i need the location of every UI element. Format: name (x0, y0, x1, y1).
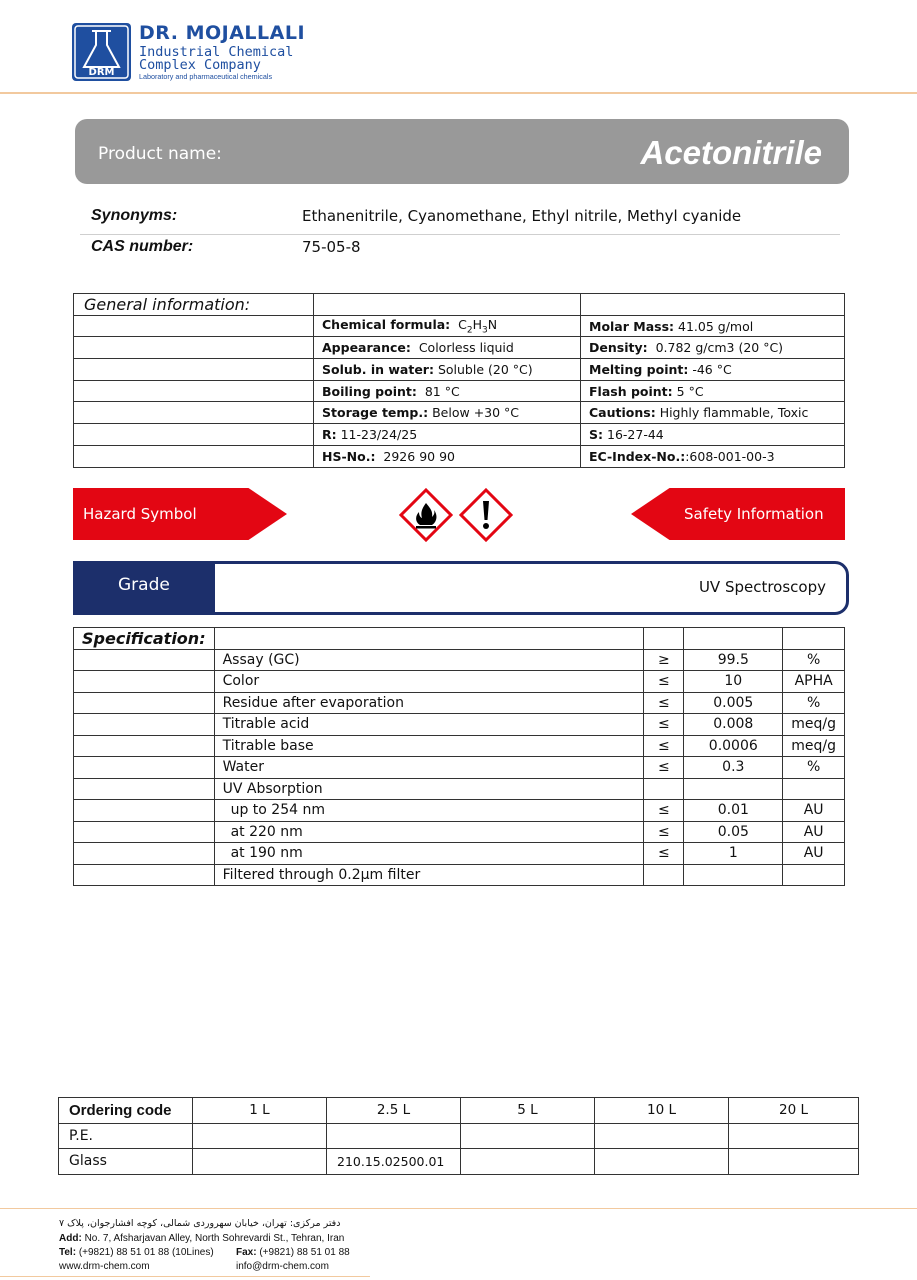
general-heading: General information: (74, 294, 314, 316)
synonyms-value: Ethanenitrile, Cyanomethane, Ethyl nitrile, Methyl cyanide (302, 207, 742, 225)
table-row (74, 628, 845, 650)
size-header: 20 L (729, 1098, 859, 1124)
spec-unit: AU (783, 800, 845, 822)
header-divider (0, 92, 917, 94)
table-row (74, 337, 845, 359)
hs-no-label: HS-No.: (322, 448, 376, 464)
table-row (74, 692, 845, 714)
grade-value: UV Spectroscopy (698, 578, 826, 596)
general-info-table (73, 293, 845, 468)
footer-bottom-divider (0, 1276, 370, 1277)
s-phrases-value: 16-27-44 (607, 426, 664, 442)
table-row (59, 1123, 859, 1149)
material-name: P.E. (59, 1123, 193, 1149)
formula-label: Chemical formula: (322, 316, 451, 332)
spec-unit: APHA (783, 671, 845, 693)
size-header: 5 L (461, 1098, 595, 1124)
table-row (74, 778, 845, 800)
molar-mass-value: 41.05 g/mol (678, 318, 754, 334)
spec-operator (644, 778, 684, 800)
cautions-value: Highly flammable, Toxic (659, 405, 809, 421)
specification-heading: Specification: (74, 628, 215, 650)
spec-value: 0.008 (684, 714, 783, 736)
footer-divider (0, 1208, 917, 1209)
order-code (461, 1149, 595, 1175)
product-label: Product name: (98, 144, 222, 164)
footer-phone: Tel: (+9821) 88 51 01 88 (10Lines) (59, 1247, 214, 1258)
spec-name: at 190 nm (214, 843, 644, 865)
storage-value: Below +30 °C (432, 405, 520, 421)
ec-index-label: EC-Index-No.: (589, 448, 686, 464)
storage-label: Storage temp.: (322, 405, 429, 421)
size-header: 2.5 L (327, 1098, 461, 1124)
company-logo (72, 23, 131, 81)
table-row (74, 649, 845, 671)
spec-operator: ≤ (644, 714, 684, 736)
spec-unit: % (783, 649, 845, 671)
order-code (729, 1123, 859, 1149)
table-row (74, 671, 845, 693)
footer-address: Add: No. 7, Afsharjavan Alley, North Sohrevardi St., Tehran, Iran (59, 1233, 345, 1244)
spec-unit (783, 864, 845, 886)
flash-point-label: Flash point: (589, 383, 673, 399)
spec-unit: AU (783, 821, 845, 843)
spec-value: 0.3 (684, 757, 783, 779)
size-header: 1 L (193, 1098, 327, 1124)
spec-name: at 220 nm (214, 821, 644, 843)
specification-table (73, 627, 845, 886)
spec-name: Titrable acid (214, 714, 644, 736)
table-row (74, 821, 845, 843)
brand-tagline: Laboratory and pharmaceutical chemicals (139, 72, 273, 81)
spec-value: 0.05 (684, 821, 783, 843)
spec-name: Titrable base (214, 735, 644, 757)
table-row (74, 757, 845, 779)
formula-value: $C_2H_3N$ (458, 316, 498, 336)
spec-operator: ≥ (644, 649, 684, 671)
spec-unit: meq/g (783, 714, 845, 736)
spec-value (684, 778, 783, 800)
order-code: 210.15.02500.01 (327, 1149, 461, 1175)
spec-unit: % (783, 757, 845, 779)
appearance-value: Colorless liquid (418, 340, 514, 356)
table-row (74, 359, 845, 381)
order-code (193, 1149, 327, 1175)
footer-address-persian: دفتر مرکزی: تهران، خیابان سهروردی شمالی، کوچه افشارجوان، پلاک ۷ (59, 1218, 341, 1229)
table-row (74, 445, 845, 467)
spec-name: Filtered through 0.2µm filter (214, 864, 644, 886)
footer-email[interactable]: info@drm-chem.com (236, 1261, 329, 1272)
spec-name: Assay (GC) (214, 649, 644, 671)
table-row (74, 424, 845, 446)
brand-name: DR. MOJALLALI (139, 22, 306, 44)
spec-name: Residue after evaporation (214, 692, 644, 714)
spec-operator: ≤ (644, 671, 684, 693)
solubility-value: Soluble (20 °C) (437, 361, 533, 377)
order-code (729, 1149, 859, 1175)
exclamation-icon (459, 488, 513, 542)
boiling-point-value: 81 °C (424, 383, 460, 399)
cautions-label: Cautions: (589, 405, 656, 421)
synonyms-divider (80, 234, 840, 235)
spec-name: UV Absorption (214, 778, 644, 800)
spec-name: up to 254 nm (214, 800, 644, 822)
spec-value: 1 (684, 843, 783, 865)
molar-mass-label: Molar Mass: (589, 318, 675, 334)
spec-unit (783, 778, 845, 800)
cas-label: CAS number: (91, 238, 194, 255)
density-value: 0.782 g/cm3 (20 °C) (655, 340, 784, 356)
ordering-heading: Ordering code (59, 1098, 193, 1124)
table-row (74, 843, 845, 865)
spec-operator: ≤ (644, 735, 684, 757)
spec-unit: % (783, 692, 845, 714)
brand-line-1: Industrial Chemical (139, 44, 294, 60)
order-code (327, 1123, 461, 1149)
order-code (193, 1123, 327, 1149)
ordering-code-table (58, 1097, 859, 1175)
table-row (74, 714, 845, 736)
r-phrases-label: R: (322, 426, 337, 442)
spec-value: 0.01 (684, 800, 783, 822)
ec-index-value: :608-001-00-3 (685, 448, 775, 464)
spec-operator: ≤ (644, 821, 684, 843)
spec-operator: ≤ (644, 692, 684, 714)
table-row (74, 315, 845, 337)
spec-operator (644, 864, 684, 886)
table-row (74, 294, 845, 316)
spec-operator: ≤ (644, 843, 684, 865)
grade-label: Grade (118, 575, 170, 595)
boiling-point-label: Boiling point: (322, 383, 417, 399)
table-row (74, 735, 845, 757)
size-header: 10 L (595, 1098, 729, 1124)
spec-value (684, 864, 783, 886)
order-code (595, 1123, 729, 1149)
hs-no-value: 2926 90 90 (383, 448, 455, 464)
material-name: Glass (59, 1149, 193, 1175)
flame-icon (399, 488, 453, 542)
spec-name: Color (214, 671, 644, 693)
table-row (59, 1149, 859, 1175)
safety-information-label: Safety Information (684, 505, 824, 523)
cas-value: 75-05-8 (302, 238, 361, 256)
flask-logo-icon (72, 23, 131, 81)
spec-value: 0.005 (684, 692, 783, 714)
melting-point-value: -46 °C (692, 361, 732, 377)
spec-operator: ≤ (644, 757, 684, 779)
spec-value: 0.0006 (684, 735, 783, 757)
solubility-label: Solub. in water: (322, 361, 434, 377)
spec-unit: AU (783, 843, 845, 865)
product-name: Acetonitrile (640, 134, 822, 171)
table-row (59, 1098, 859, 1124)
r-phrases-value: 11-23/24/25 (340, 426, 418, 442)
table-row (74, 402, 845, 424)
table-row (74, 800, 845, 822)
spec-value: 10 (684, 671, 783, 693)
spec-unit: meq/g (783, 735, 845, 757)
svg-text:DRM: DRM (88, 67, 115, 78)
spec-value: 99.5 (684, 649, 783, 671)
synonyms-label: Synonyms: (91, 207, 178, 224)
hazard-symbol-label: Hazard Symbol (83, 505, 197, 523)
spec-operator: ≤ (644, 800, 684, 822)
footer-fax: Fax: (+9821) 88 51 01 88 (236, 1247, 350, 1258)
spec-name: Water (214, 757, 644, 779)
flash-point-value: 5 °C (676, 383, 704, 399)
order-code (461, 1123, 595, 1149)
melting-point-label: Melting point: (589, 361, 689, 377)
s-phrases-label: S: (589, 426, 604, 442)
table-row (74, 864, 845, 886)
footer-website[interactable]: www.drm-chem.com (59, 1261, 150, 1272)
density-label: Density: (589, 340, 648, 356)
brand-line-2: Complex Company (139, 57, 261, 73)
table-row (74, 380, 845, 402)
order-code (595, 1149, 729, 1175)
appearance-label: Appearance: (322, 340, 411, 356)
